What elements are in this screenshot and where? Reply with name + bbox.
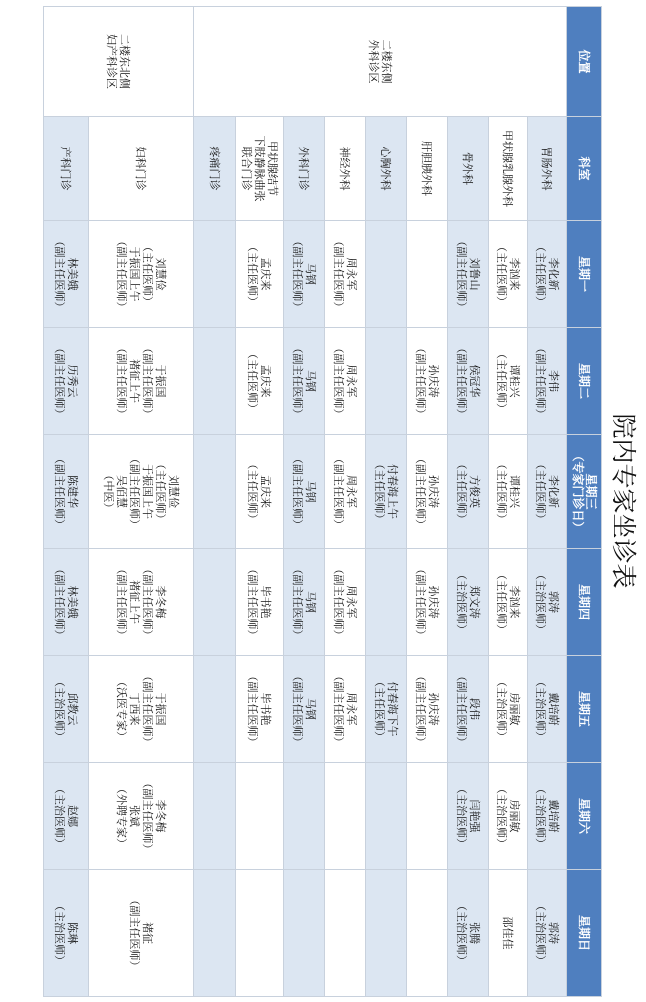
doctor-name: 马钢 bbox=[304, 698, 317, 720]
doctor-title: （主治医师） bbox=[495, 783, 508, 849]
department-label: 骨外科 bbox=[461, 152, 475, 185]
doctor-title: （主治医师） bbox=[53, 676, 66, 742]
doctor-name: 林美娥 bbox=[66, 585, 79, 619]
doctor-title: （中医） bbox=[102, 469, 115, 514]
department-cell bbox=[44, 117, 89, 221]
doctor-title: （主治医师） bbox=[534, 900, 547, 966]
location-label: 二楼东北侧 bbox=[118, 34, 132, 89]
schedule-table bbox=[43, 6, 602, 997]
table-row bbox=[366, 7, 407, 997]
schedule-cell-tue bbox=[448, 328, 489, 435]
doctor-name: 付春海上午 bbox=[386, 464, 399, 519]
header-wed-line2: （专家门诊日） bbox=[571, 449, 585, 534]
schedule-cell-wed bbox=[489, 435, 528, 549]
schedule-cell-wed bbox=[407, 435, 448, 549]
schedule-cell-sun bbox=[236, 870, 284, 997]
doctor-name: 赵娜 bbox=[66, 805, 79, 827]
schedule-cell-mon bbox=[407, 221, 448, 328]
doctor-title: （主治医师） bbox=[455, 783, 468, 849]
schedule-cell-sun bbox=[44, 870, 89, 997]
doctor-title: （主任医师） bbox=[373, 676, 386, 742]
doctor-name: 刘慧俭 bbox=[154, 257, 167, 291]
table-row bbox=[194, 7, 236, 997]
schedule-cell-tue bbox=[325, 328, 366, 435]
schedule-cell-thu bbox=[489, 549, 528, 656]
doctor-name: 戴培蔚 bbox=[547, 692, 560, 726]
schedule-cell-mon bbox=[528, 221, 567, 328]
doctor-name: 褚征上午 bbox=[128, 580, 141, 624]
doctor-title: （副主任医师） bbox=[455, 235, 468, 313]
department-cell bbox=[407, 117, 448, 221]
schedule-cell-sun bbox=[89, 870, 194, 997]
schedule-cell-sat bbox=[89, 763, 194, 870]
doctor-title: （副主任医师） bbox=[246, 670, 260, 748]
doctor-name: 孟庆来 bbox=[259, 257, 273, 291]
schedule-cell-mon bbox=[194, 221, 236, 328]
doctor-title: （副主任医师） bbox=[455, 670, 468, 748]
department-label: 下肢静脉曲张 bbox=[253, 135, 266, 202]
department-label: 甲状腺结节 bbox=[266, 141, 279, 196]
doctor-name: 周永军 bbox=[345, 692, 358, 726]
header-department: 科室 bbox=[567, 117, 602, 221]
doctor-title: （副主任医师） bbox=[414, 670, 427, 748]
doctor-name: 房丽敏 bbox=[508, 692, 521, 726]
doctor-title: （主任医师） bbox=[495, 241, 508, 307]
doctor-title: （主任医师） bbox=[534, 458, 547, 525]
schedule-cell-mon bbox=[366, 221, 407, 328]
schedule-cell-sat bbox=[489, 763, 528, 870]
doctor-name: 褚征 bbox=[141, 922, 154, 944]
doctor-name: 李冬梅 bbox=[154, 799, 167, 833]
doctor-name: 李化新 bbox=[547, 475, 560, 508]
doctor-name: 郑文涛 bbox=[468, 585, 481, 619]
schedule-cell-fri bbox=[89, 656, 194, 763]
doctor-name: 毕书艳 bbox=[259, 692, 273, 726]
doctor-name: 孙庆涛 bbox=[427, 585, 440, 619]
doctor-name: 房丽敏 bbox=[508, 799, 521, 833]
doctor-title: （副主任医师） bbox=[291, 670, 304, 748]
doctor-name: 付春海下午 bbox=[386, 681, 399, 737]
department-label: 心胸外科 bbox=[379, 146, 393, 191]
doctor-title: （主治医师） bbox=[495, 676, 508, 742]
doctor-title: （副主任医师） bbox=[141, 563, 154, 641]
table-row bbox=[89, 7, 194, 997]
schedule-cell-sun bbox=[528, 870, 567, 997]
department-cell bbox=[325, 117, 366, 221]
header-thu: 星期四 bbox=[567, 549, 602, 656]
doctor-name: 张斌 bbox=[128, 805, 141, 827]
schedule-cell-sat bbox=[366, 763, 407, 870]
schedule-cell-sat bbox=[284, 763, 325, 870]
doctor-name: 戴培蔚 bbox=[547, 799, 560, 833]
doctor-name: 邱教云 bbox=[66, 692, 79, 726]
schedule-cell-mon bbox=[236, 221, 284, 328]
schedule-cell-wed bbox=[366, 435, 407, 549]
doctor-title: （副主任医师） bbox=[332, 670, 345, 748]
schedule-cell-thu bbox=[407, 549, 448, 656]
doctor-name: 李冬梅 bbox=[154, 585, 167, 619]
schedule-cell-thu bbox=[366, 549, 407, 656]
schedule-cell-thu bbox=[194, 549, 236, 656]
schedule-cell-fri bbox=[448, 656, 489, 763]
doctor-name: 孟庆来 bbox=[259, 475, 273, 508]
schedule-cell-sun bbox=[489, 870, 528, 997]
doctor-title: （副主任医师） bbox=[53, 453, 66, 530]
schedule-cell-fri bbox=[366, 656, 407, 763]
schedule-cell-fri bbox=[194, 656, 236, 763]
doctor-title: （外聘专家） bbox=[115, 783, 128, 849]
schedule-cell-tue bbox=[284, 328, 325, 435]
department-label: 肝胆胰外科 bbox=[420, 141, 434, 196]
table-row bbox=[407, 7, 448, 997]
doctor-name: 马钢 bbox=[304, 591, 317, 613]
schedule-cell-sun bbox=[284, 870, 325, 997]
doctor-name: 褚征上午 bbox=[128, 359, 141, 403]
schedule-cell-thu bbox=[44, 549, 89, 656]
schedule-cell-tue bbox=[89, 328, 194, 435]
doctor-title: （副主任医师） bbox=[534, 342, 547, 420]
doctor-name: 谭桂兴 bbox=[508, 364, 521, 398]
department-cell bbox=[89, 117, 194, 221]
schedule-cell-sat bbox=[407, 763, 448, 870]
doctor-name: 闫艳强 bbox=[468, 799, 481, 833]
doctor-name: 刘慧俭 bbox=[167, 475, 180, 508]
schedule-cell-sat bbox=[194, 763, 236, 870]
schedule-cell-wed bbox=[89, 435, 194, 549]
doctor-name: 于振国上午 bbox=[128, 246, 141, 302]
schedule-cell-tue bbox=[366, 328, 407, 435]
schedule-cell-wed bbox=[528, 435, 567, 549]
department-label: 神经外科 bbox=[338, 146, 352, 191]
location-label: 妇产科诊区 bbox=[105, 34, 119, 89]
doctor-title: （主任医师） bbox=[455, 458, 468, 525]
department-cell bbox=[448, 117, 489, 221]
doctor-title: （副主任医师） bbox=[291, 563, 304, 641]
doctor-title: （副主任医师） bbox=[128, 894, 141, 972]
schedule-cell-thu bbox=[448, 549, 489, 656]
doctor-title: （主任医师） bbox=[246, 241, 260, 307]
doctor-name: 孙庆涛 bbox=[427, 364, 440, 398]
table-row bbox=[236, 7, 284, 997]
doctor-title: （副主任医师） bbox=[414, 342, 427, 420]
schedule-cell-tue bbox=[407, 328, 448, 435]
location-label: 二楼东侧 bbox=[380, 39, 393, 84]
doctor-name: 马钢 bbox=[304, 263, 317, 285]
doctor-title: （主任医师） bbox=[495, 458, 508, 525]
doctor-name: 侯冠华 bbox=[468, 364, 481, 398]
doctor-title: （副主任医师） bbox=[291, 453, 304, 530]
doctor-title: （主治医师） bbox=[53, 783, 66, 849]
schedule-cell-sat bbox=[528, 763, 567, 870]
doctor-name: 谭桂兴 bbox=[508, 475, 521, 508]
doctor-title: （主任医师） bbox=[373, 458, 386, 525]
department-cell bbox=[366, 117, 407, 221]
doctor-title: （副主任医师） bbox=[53, 563, 66, 641]
header-sat: 星期六 bbox=[567, 763, 602, 870]
doctor-name: 周永军 bbox=[345, 257, 358, 291]
table-row bbox=[448, 7, 489, 997]
doctor-title: （主治医师） bbox=[455, 900, 468, 966]
table-row bbox=[284, 7, 325, 997]
doctor-title: （主任医师） bbox=[534, 241, 547, 307]
doctor-title: （副主任医师） bbox=[414, 563, 427, 641]
doctor-title: （副主任医师） bbox=[332, 563, 345, 641]
page-title: 院内专家坐诊表 bbox=[609, 413, 638, 589]
schedule-cell-tue bbox=[194, 328, 236, 435]
schedule-cell-tue bbox=[236, 328, 284, 435]
doctor-name: 李伟 bbox=[547, 370, 560, 392]
doctor-name: 孙庆涛 bbox=[427, 692, 440, 726]
schedule-cell-tue bbox=[528, 328, 567, 435]
doctor-name: 于振国上午 bbox=[141, 464, 154, 519]
department-label: 产科门诊 bbox=[59, 146, 73, 191]
department-cell bbox=[489, 117, 528, 221]
doctor-title: （副主任医师） bbox=[291, 235, 304, 313]
doctor-name: 孟庆来 bbox=[259, 364, 273, 398]
doctor-name: 陈建华 bbox=[66, 475, 79, 508]
department-label: 妇科门诊 bbox=[134, 146, 148, 191]
schedule-cell-wed bbox=[325, 435, 366, 549]
department-label: 甲状腺乳腺外科 bbox=[501, 130, 515, 207]
doctor-name: 毕书艳 bbox=[259, 585, 273, 619]
doctor-title: （副主任医师） bbox=[332, 342, 345, 420]
doctor-title: （副主任医师） bbox=[246, 563, 260, 641]
schedule-cell-thu bbox=[528, 549, 567, 656]
doctor-title: （主任医师） bbox=[246, 348, 260, 414]
doctor-name: 孙庆涛 bbox=[427, 475, 440, 508]
schedule-cell-fri bbox=[236, 656, 284, 763]
doctor-name: 于振国 bbox=[154, 692, 167, 726]
table-row bbox=[44, 7, 89, 997]
doctor-title: （副主任医师） bbox=[141, 670, 154, 748]
doctor-title: （主任医师） bbox=[246, 458, 260, 525]
schedule-cell-tue bbox=[44, 328, 89, 435]
schedule-cell-sun bbox=[325, 870, 366, 997]
doctor-title: （沃医专家） bbox=[115, 676, 128, 742]
doctor-title: （主任医师） bbox=[154, 458, 167, 525]
doctor-name: 马钢 bbox=[304, 480, 317, 503]
doctor-name: 丁西来 bbox=[128, 692, 141, 726]
doctor-name: 段伟 bbox=[468, 698, 481, 720]
header-sun: 星期日 bbox=[567, 870, 602, 997]
schedule-cell-wed bbox=[44, 435, 89, 549]
schedule-cell-sat bbox=[44, 763, 89, 870]
department-cell bbox=[284, 117, 325, 221]
schedule-cell-fri bbox=[489, 656, 528, 763]
schedule-cell-fri bbox=[44, 656, 89, 763]
doctor-title: （副主任医师） bbox=[141, 777, 154, 855]
header-wed bbox=[567, 435, 602, 549]
doctor-title: （副主任医师） bbox=[332, 235, 345, 313]
location-east bbox=[194, 7, 567, 117]
doctor-title: （副主任医师） bbox=[53, 235, 66, 313]
doctor-title: （主治医师） bbox=[534, 569, 547, 635]
doctor-title: （主任医师） bbox=[495, 348, 508, 414]
department-cell bbox=[528, 117, 567, 221]
schedule-cell-fri bbox=[325, 656, 366, 763]
doctor-name: 张腾 bbox=[468, 922, 481, 944]
doctor-name: 刘鲁山 bbox=[468, 257, 481, 291]
schedule-cell-wed bbox=[236, 435, 284, 549]
doctor-title: （副主任医师） bbox=[141, 342, 154, 420]
department-label: 疼痛门诊 bbox=[208, 146, 221, 191]
schedule-cell-mon bbox=[489, 221, 528, 328]
department-cell bbox=[236, 117, 284, 221]
doctor-title: （副主任医师） bbox=[414, 453, 427, 530]
header-wed-line1: 星期三 bbox=[584, 473, 598, 510]
doctor-title: （主治医师） bbox=[53, 900, 66, 966]
schedule-cell-fri bbox=[407, 656, 448, 763]
doctor-title: （副主任医师） bbox=[115, 342, 128, 420]
schedule-cell-fri bbox=[528, 656, 567, 763]
header-fri: 星期五 bbox=[567, 656, 602, 763]
schedule-cell-sun bbox=[366, 870, 407, 997]
doctor-title: （主治医师） bbox=[534, 676, 547, 742]
doctor-name: 马钢 bbox=[304, 370, 317, 392]
doctor-title: （主治医师） bbox=[534, 783, 547, 849]
schedule-cell-mon bbox=[325, 221, 366, 328]
department-label: 外科门诊 bbox=[297, 146, 311, 191]
department-label: 胃肠外科 bbox=[540, 146, 554, 191]
doctor-title: （主任医师） bbox=[495, 569, 508, 635]
doctor-name: 李汹来 bbox=[508, 257, 521, 291]
doctor-name: 周永军 bbox=[345, 364, 358, 398]
doctor-name: 吴佰慧 bbox=[115, 475, 128, 508]
header-tue: 星期二 bbox=[567, 328, 602, 435]
doctor-name: 邵佳佳 bbox=[501, 916, 515, 950]
doctor-name: 周永军 bbox=[345, 585, 358, 619]
header-mon: 星期一 bbox=[567, 221, 602, 328]
doctor-name: 历秀云 bbox=[66, 364, 79, 398]
schedule-cell-sat bbox=[236, 763, 284, 870]
doctor-name: 于振国 bbox=[154, 364, 167, 398]
doctor-name: 李化新 bbox=[547, 257, 560, 291]
doctor-title: （副主任医师） bbox=[53, 342, 66, 420]
doctor-title: （主任医师） bbox=[141, 241, 154, 307]
schedule-cell-thu bbox=[236, 549, 284, 656]
schedule-cell-mon bbox=[89, 221, 194, 328]
schedule-cell-wed bbox=[448, 435, 489, 549]
doctor-name: 李汹来 bbox=[508, 585, 521, 619]
schedule-cell-sun bbox=[194, 870, 236, 997]
schedule-cell-wed bbox=[284, 435, 325, 549]
doctor-title: （副主任医师） bbox=[332, 453, 345, 530]
schedule-cell-sat bbox=[448, 763, 489, 870]
schedule-body bbox=[44, 7, 567, 997]
department-label: 联合门诊 bbox=[240, 146, 253, 191]
schedule-cell-wed bbox=[194, 435, 236, 549]
schedule-cell-mon bbox=[284, 221, 325, 328]
schedule-cell-tue bbox=[489, 328, 528, 435]
doctor-title: （副主任医师） bbox=[128, 453, 141, 530]
header-row bbox=[567, 7, 602, 997]
doctor-name: 郭涛 bbox=[547, 591, 560, 613]
doctor-title: （副主任医师） bbox=[291, 342, 304, 420]
schedule-cell-sun bbox=[407, 870, 448, 997]
doctor-title: （副主任医师） bbox=[115, 563, 128, 641]
doctor-title: （主治医师） bbox=[455, 569, 468, 635]
location-label: 外科诊区 bbox=[367, 39, 380, 84]
location-northeast bbox=[44, 7, 194, 117]
table-row bbox=[528, 7, 567, 997]
schedule-cell-sat bbox=[325, 763, 366, 870]
department-cell bbox=[194, 117, 236, 221]
doctor-name: 方俊英 bbox=[468, 475, 481, 508]
schedule-cell-fri bbox=[284, 656, 325, 763]
doctor-title: （副主任医师） bbox=[115, 235, 128, 313]
doctor-name: 林美娥 bbox=[66, 257, 79, 291]
schedule-cell-mon bbox=[44, 221, 89, 328]
header-location: 位置 bbox=[567, 7, 602, 117]
schedule-cell-sun bbox=[448, 870, 489, 997]
table-row bbox=[489, 7, 528, 997]
schedule-cell-mon bbox=[448, 221, 489, 328]
schedule-cell-thu bbox=[89, 549, 194, 656]
schedule-cell-thu bbox=[284, 549, 325, 656]
table-row bbox=[325, 7, 366, 997]
doctor-name: 周永军 bbox=[345, 475, 358, 508]
schedule-cell-thu bbox=[325, 549, 366, 656]
doctor-name: 陈琳 bbox=[66, 922, 79, 944]
doctor-title: （副主任医师） bbox=[455, 342, 468, 420]
doctor-name: 郭涛 bbox=[547, 922, 560, 944]
